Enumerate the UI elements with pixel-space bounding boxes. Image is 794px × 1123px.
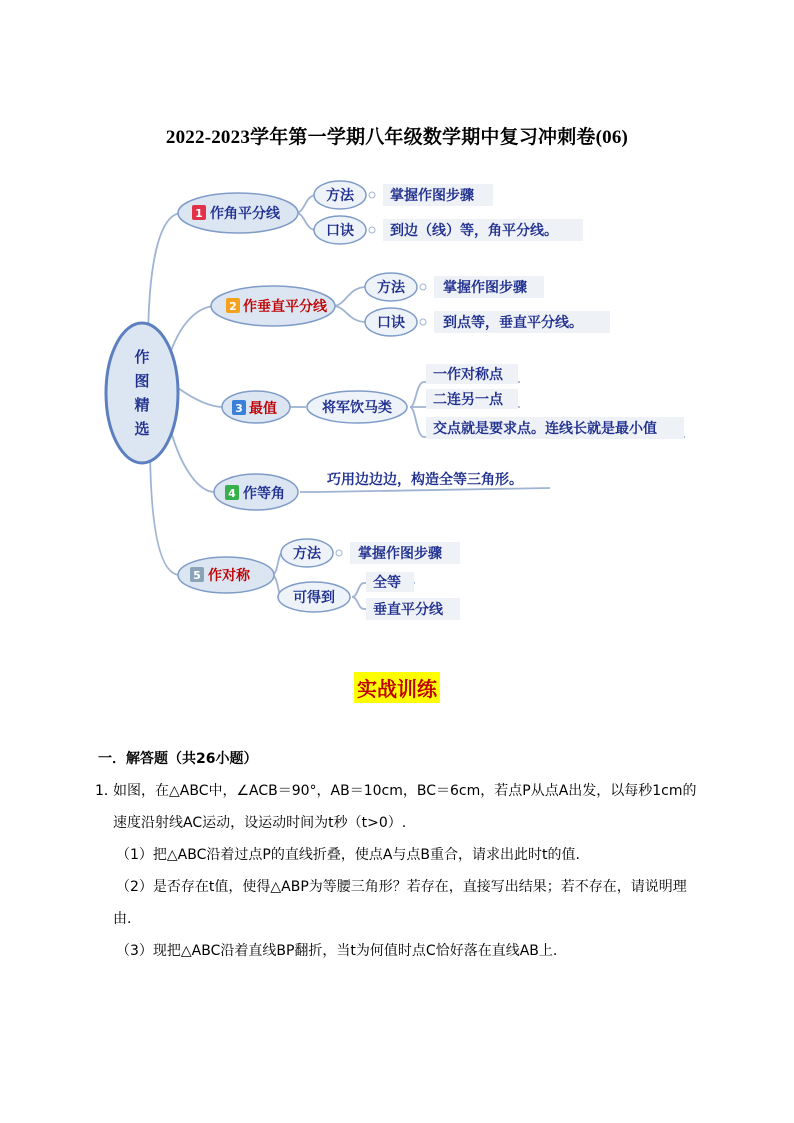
node-label: 可得到 bbox=[293, 590, 335, 606]
node-label: 方法 bbox=[326, 188, 354, 204]
question-text: 如图，在△ABC中，∠ACB＝90°，AB＝10cm，BC＝6cm，若点P从点A出发，以每秒1cm的 bbox=[113, 783, 697, 799]
node-label: 口诀 bbox=[326, 223, 354, 239]
question-number: 1． bbox=[95, 783, 118, 799]
badge-number: 1 bbox=[195, 207, 203, 220]
branch-label: 最值 bbox=[249, 401, 277, 417]
badge-number: 2 bbox=[229, 300, 237, 313]
sub-question: （3）现把△ABC沿着直线BP翻折，当t为何值时点C恰好落在直线AB上. bbox=[116, 943, 558, 959]
leaf-text: 到点等，垂直平分线。 bbox=[443, 315, 583, 331]
center-char: 作 bbox=[134, 348, 150, 366]
node-label: 口诀 bbox=[377, 315, 405, 331]
branch-label: 作对称 bbox=[208, 568, 250, 584]
leaf-text: 全等 bbox=[373, 575, 401, 591]
mind-map-center bbox=[106, 323, 178, 463]
center-char: 图 bbox=[134, 372, 150, 390]
practice-heading bbox=[0, 672, 794, 703]
question-text: 速度沿射线AC运动，设运动时间为t秒（t>0）. bbox=[113, 815, 407, 831]
branch-label: 作等角 bbox=[243, 486, 285, 502]
leaf-text: 二连另一点 bbox=[433, 392, 503, 408]
leaf-text: 掌握作图步骤 bbox=[358, 546, 442, 562]
sub-question: （2）是否存在t值，使得△ABP为等腰三角形？若存在，直接写出结果；若不存在，请说明理 bbox=[116, 879, 687, 895]
center-char: 选 bbox=[134, 420, 150, 438]
branch-label: 作垂直平分线 bbox=[243, 299, 327, 315]
leaf-text: 垂直平分线 bbox=[373, 602, 443, 618]
leaf-text: 掌握作图步骤 bbox=[390, 188, 474, 204]
sub-question: （1）把△ABC沿着过点P的直线折叠，使点A与点B重合，请求出此时t的值. bbox=[116, 847, 580, 863]
node-label: 将军饮马类 bbox=[322, 400, 392, 416]
leaf-text: 到边（线）等，角平分线。 bbox=[390, 223, 558, 239]
leaf-text: 巧用边边边，构造全等三角形。 bbox=[327, 472, 523, 488]
badge-number: 5 bbox=[193, 569, 201, 582]
branch-perpendicular-bisector bbox=[211, 273, 610, 336]
section-heading: 一．解答题（共26小题） bbox=[98, 751, 258, 767]
leaf-text: 掌握作图步骤 bbox=[443, 280, 527, 296]
badge-number: 4 bbox=[228, 487, 236, 500]
branch-angle-bisector bbox=[178, 181, 583, 244]
node-label: 方法 bbox=[293, 546, 321, 562]
document-title: 2022-2023学年第一学期八年级数学期中复习冲刺卷(06) bbox=[165, 127, 629, 148]
sub-question: 由. bbox=[113, 911, 132, 927]
leaf-text: 交点就是要求点。连线长就是最小值 bbox=[433, 421, 657, 437]
node-label: 方法 bbox=[377, 280, 405, 296]
branch-symmetry bbox=[178, 539, 460, 620]
branch-label: 作角平分线 bbox=[210, 206, 280, 222]
badge-number: 3 bbox=[235, 402, 243, 415]
practice-title: 实战训练 bbox=[354, 672, 440, 703]
leaf-text: 一作对称点 bbox=[433, 367, 503, 383]
center-char: 精 bbox=[134, 396, 150, 414]
branch-extremum bbox=[222, 364, 684, 439]
